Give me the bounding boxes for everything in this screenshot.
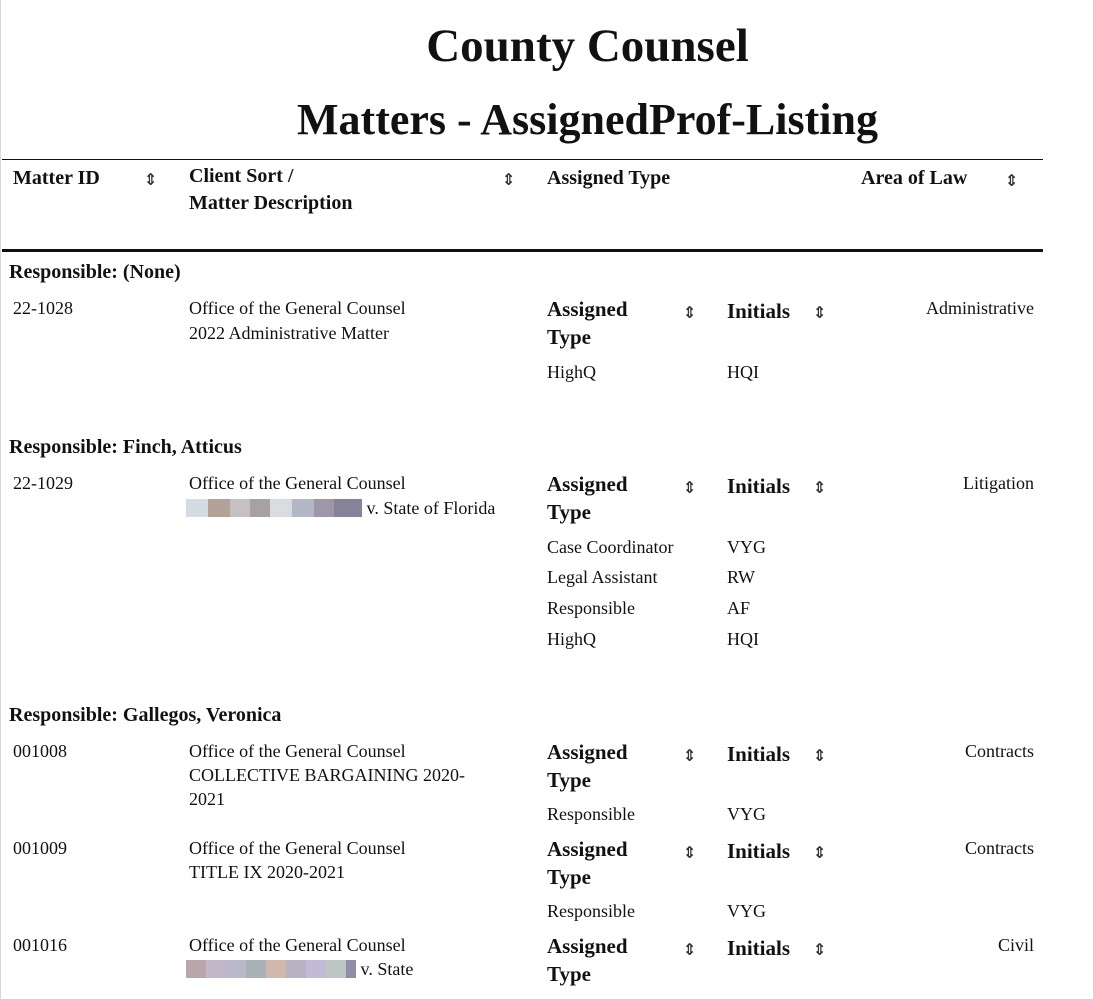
matter-id: 001009 xyxy=(13,838,67,858)
area-of-law: Litigation xyxy=(963,473,1034,493)
assigned-type: HighQ xyxy=(547,629,596,649)
assigned-initials: AF xyxy=(727,598,751,618)
area-of-law: Contracts xyxy=(965,741,1034,761)
assigned-subheader: Assigned xyxy=(547,297,628,321)
assigned-type-header: Assigned Type xyxy=(547,167,671,189)
report-subtitle: Matters - AssignedProf-Listing xyxy=(297,95,878,144)
area-of-law: Civil xyxy=(997,935,1034,955)
client-sort: Office of the General Counsel xyxy=(189,741,406,761)
type-subheader: Type xyxy=(547,962,591,986)
group-header-none: Responsible: (None) xyxy=(9,261,181,283)
matter-id: 22-1029 xyxy=(13,473,73,493)
initials-sort-icon[interactable]: ⇕ xyxy=(813,940,827,959)
client-sort: Office of the General Counsel xyxy=(189,298,406,318)
redacted-block xyxy=(186,499,362,517)
redacted-block xyxy=(186,960,356,978)
matter-id: 22-1028 xyxy=(13,298,73,318)
area-of-law-sort-icon[interactable]: ⇕ xyxy=(1005,171,1019,190)
assigned-type-sort-icon[interactable]: ⇕ xyxy=(683,303,697,322)
assigned-subheader: Assigned xyxy=(547,934,628,958)
assigned-type: Responsible xyxy=(547,804,635,824)
assigned-subheader: Assigned xyxy=(547,740,628,764)
page-edge xyxy=(0,0,1,999)
initials-subheader: Initials xyxy=(727,742,791,766)
matter-description: TITLE IX 2020-2021 xyxy=(189,862,345,882)
assigned-type: Responsible xyxy=(547,598,635,618)
assigned-initials: HQI xyxy=(727,629,759,649)
assigned-initials: VYG xyxy=(727,537,766,557)
assigned-type: HighQ xyxy=(547,362,596,382)
assigned-type-sort-icon[interactable]: ⇕ xyxy=(683,843,697,862)
matter-description-text: v. State xyxy=(356,959,414,979)
matter-id-sort-icon[interactable]: ⇕ xyxy=(144,170,158,189)
area-of-law: Contracts xyxy=(965,838,1034,858)
assigned-initials: VYG xyxy=(727,901,766,921)
matter-description-cont: 2021 xyxy=(189,789,225,809)
initials-subheader: Initials xyxy=(727,839,791,863)
matter-description: COLLECTIVE BARGAINING 2020- xyxy=(189,765,465,785)
assigned-subheader: Assigned xyxy=(547,472,628,496)
header-rule-top xyxy=(2,159,1043,160)
group-header-finch: Responsible: Finch, Atticus xyxy=(9,436,242,458)
initials-sort-icon[interactable]: ⇕ xyxy=(813,478,827,497)
type-subheader: Type xyxy=(547,865,591,889)
area-of-law: Administrative xyxy=(926,298,1034,318)
type-subheader: Type xyxy=(547,768,591,792)
matter-description xyxy=(186,957,413,981)
assigned-type-sort-icon[interactable]: ⇕ xyxy=(683,746,697,765)
initials-sort-icon[interactable]: ⇕ xyxy=(813,843,827,862)
initials-sort-icon[interactable]: ⇕ xyxy=(813,303,827,322)
client-sort: Office of the General Counsel xyxy=(189,838,406,858)
assigned-initials: HQI xyxy=(727,362,759,382)
client-sort: Office of the General Counsel xyxy=(189,473,406,493)
assigned-initials: VYG xyxy=(727,804,766,824)
initials-subheader: Initials xyxy=(727,474,791,498)
header-rule-bottom xyxy=(2,249,1043,252)
assigned-subheader: Assigned xyxy=(547,837,628,861)
type-subheader: Type xyxy=(547,500,591,524)
initials-subheader: Initials xyxy=(727,299,791,323)
matter-id: 001008 xyxy=(13,741,67,761)
area-of-law-header: Area of Law xyxy=(861,167,968,189)
matter-description-header: Matter Description xyxy=(189,192,353,214)
matter-id: 001016 xyxy=(13,935,67,955)
report-title: County Counsel xyxy=(426,20,749,72)
group-header-gallegos: Responsible: Gallegos, Veronica xyxy=(9,704,282,726)
assigned-initials: RW xyxy=(727,567,756,587)
initials-sort-icon[interactable]: ⇕ xyxy=(813,746,827,765)
assigned-type: Responsible xyxy=(547,901,635,921)
client-sort: Office of the General Counsel xyxy=(189,935,406,955)
client-sort-sort-icon[interactable]: ⇕ xyxy=(502,170,516,189)
assigned-type-sort-icon[interactable]: ⇕ xyxy=(683,478,697,497)
assigned-type-sort-icon[interactable]: ⇕ xyxy=(683,940,697,959)
initials-subheader: Initials xyxy=(727,936,791,960)
matter-description xyxy=(186,496,495,520)
matter-id-header: Matter ID xyxy=(13,167,100,189)
assigned-type: Case Coordinator xyxy=(547,537,674,557)
client-sort-header: Client Sort / xyxy=(189,165,294,187)
assigned-type: Legal Assistant xyxy=(547,567,658,587)
matter-description: 2022 Administrative Matter xyxy=(189,323,389,343)
matter-description-text: v. State of Florida xyxy=(362,498,496,518)
type-subheader: Type xyxy=(547,325,591,349)
